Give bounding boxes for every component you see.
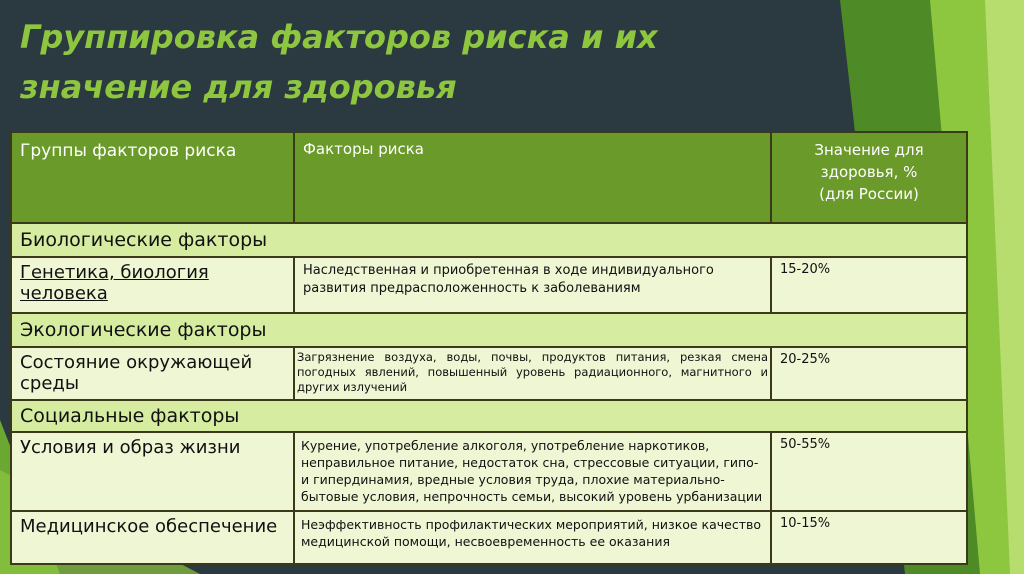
- group-label: Социальные факторы: [11, 400, 967, 432]
- table-row: [11, 432, 967, 511]
- table-row: [11, 347, 967, 400]
- header-value-line-2: здоровья, %: [820, 163, 918, 181]
- factor-description: Курение, употребление алкоголя, употребление наркотиков, неправильное питание, недостаток сна, стрессовые ситуации, гипо- и гипердинамия, вредные условия труда, плохие материально-бытовые условия, непрочность семьи, высокий уровень урбанизации: [294, 432, 771, 511]
- factor-group-name: Генетика, биология человека: [11, 257, 294, 313]
- health-value: 10-15%: [771, 511, 967, 564]
- title-line-2: значение для здоровья: [20, 68, 457, 106]
- factor-group-name: Условия и образ жизни: [11, 432, 294, 511]
- title-line-1: Группировка факторов риска и их: [20, 18, 658, 56]
- group-row: [11, 400, 967, 432]
- header-groups: Группы факторов риска: [11, 132, 294, 223]
- factor-description: Загрязнение воздуха, воды, почвы, продуктов питания, резкая смена погодных явлений, повышенный уровень радиационного, магнитного и других излучений: [294, 347, 771, 400]
- group-label: Экологические факторы: [11, 313, 967, 347]
- header-value-line-1: Значение для: [814, 141, 924, 159]
- factor-description: Наследственная и приобретенная в ходе индивидуального развития предрасположенность к заболеваниям: [294, 257, 771, 313]
- health-value: 15-20%: [771, 257, 967, 313]
- table-row: [11, 257, 967, 313]
- group-label: Биологические факторы: [11, 223, 967, 257]
- risk-factors-table: [10, 131, 968, 565]
- health-value: 20-25%: [771, 347, 967, 400]
- table-header-row: [11, 132, 967, 223]
- factor-group-name: Медицинское обеспечение: [11, 511, 294, 564]
- health-value: 50-55%: [771, 432, 967, 511]
- header-value-line-3: (для России): [819, 185, 919, 203]
- header-value: [771, 132, 967, 223]
- factor-group-name: Состояние окружающей среды: [11, 347, 294, 400]
- group-row: [11, 223, 967, 257]
- group-row: [11, 313, 967, 347]
- table-row: [11, 511, 967, 564]
- page-title: [20, 12, 658, 112]
- factor-description: Неэффективность профилактических мероприятий, низкое качество медицинской помощи, несвоевременность ее оказания: [294, 511, 771, 564]
- header-factors: Факторы риска: [294, 132, 771, 223]
